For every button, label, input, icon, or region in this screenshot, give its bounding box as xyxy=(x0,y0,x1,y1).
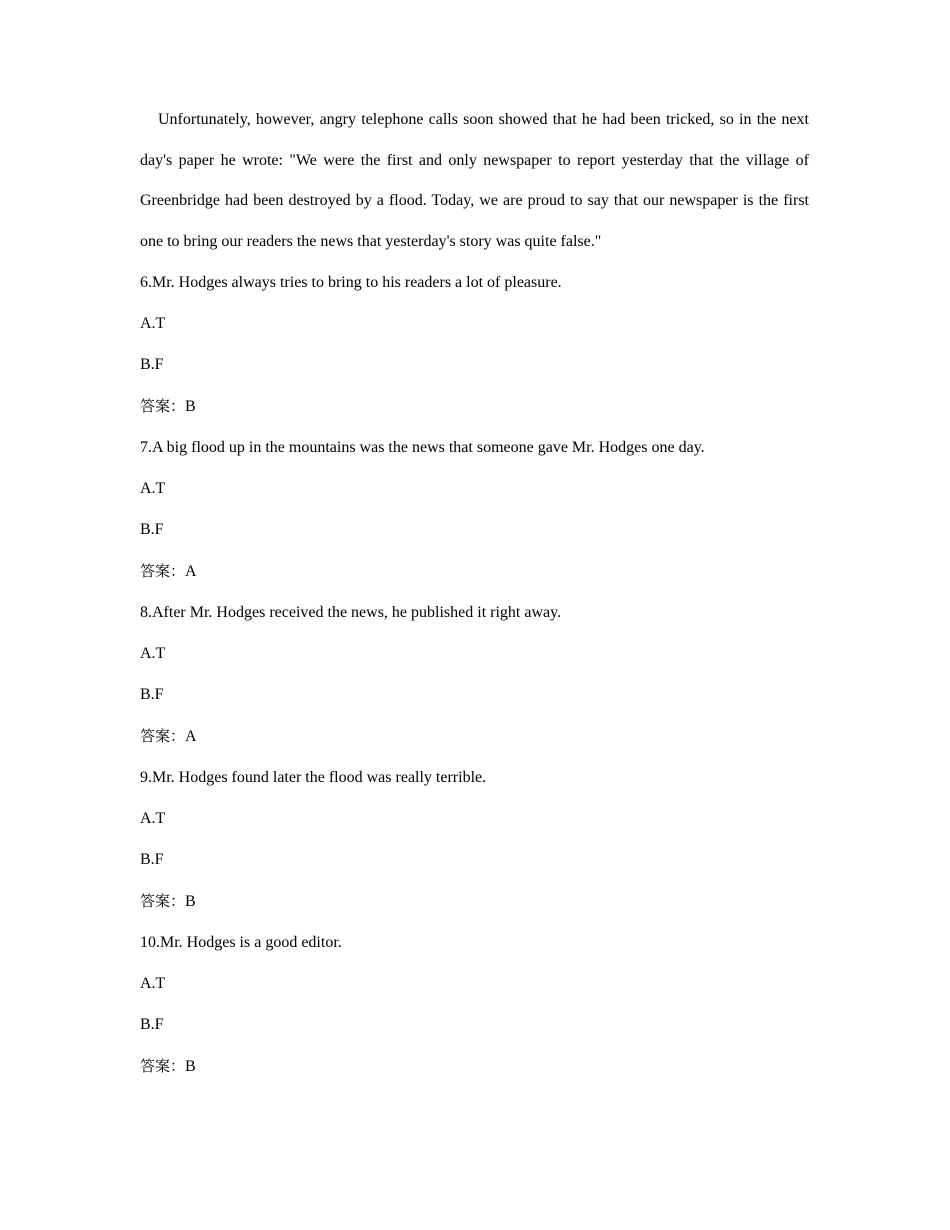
question-text: 6.Mr. Hodges always tries to bring to his readers a lot of pleasure. xyxy=(140,274,562,291)
answer-value: B xyxy=(185,398,196,415)
option-a: A.T xyxy=(140,810,166,827)
question-text: 7.A big flood up in the mountains was the news that someone gave Mr. Hodges one day. xyxy=(140,439,705,456)
question-9 xyxy=(140,757,809,922)
question-7 xyxy=(140,427,809,592)
option-a: A.T xyxy=(140,315,166,332)
answer-line xyxy=(140,880,809,922)
question-8 xyxy=(140,592,809,757)
option-a: A.T xyxy=(140,975,166,992)
question-text: 8.After Mr. Hodges received the news, he published it right away. xyxy=(140,604,562,621)
option-b: B.F xyxy=(140,356,164,373)
answer-value: A xyxy=(185,563,197,580)
question-6 xyxy=(140,262,809,427)
question-text: 10.Mr. Hodges is a good editor. xyxy=(140,934,342,951)
question-text: 9.Mr. Hodges found later the flood was really terrible. xyxy=(140,769,487,786)
answer-line xyxy=(140,715,809,757)
passage-paragraph: Unfortunately, however, angry telephone calls soon showed that he had been tricked, so in the next day's paper he wrote: "We were the first and only newspaper to report yesterday that the village of Greenbridge had been destroyed by a flood. Today, we are proud to say that our newspaper is the first one to bring our readers the news that yesterday's story was quite false." xyxy=(140,111,809,250)
option-b: B.F xyxy=(140,686,164,703)
option-a: A.T xyxy=(140,645,166,662)
answer-line xyxy=(140,385,809,427)
option-b: B.F xyxy=(140,851,164,868)
answer-label: 答案： xyxy=(140,562,186,580)
answer-value: B xyxy=(185,893,196,910)
option-b: B.F xyxy=(140,521,164,538)
answer-value: A xyxy=(185,728,197,745)
document-page xyxy=(140,100,809,1087)
option-b: B.F xyxy=(140,1016,164,1033)
question-10 xyxy=(140,922,809,1087)
answer-label: 答案： xyxy=(140,892,186,910)
option-a: A.T xyxy=(140,480,166,497)
answer-label: 答案： xyxy=(140,397,186,415)
answer-value: B xyxy=(185,1058,196,1075)
answer-line xyxy=(140,550,809,592)
answer-label: 答案： xyxy=(140,1057,186,1075)
answer-line xyxy=(140,1045,809,1087)
answer-label: 答案： xyxy=(140,727,186,745)
